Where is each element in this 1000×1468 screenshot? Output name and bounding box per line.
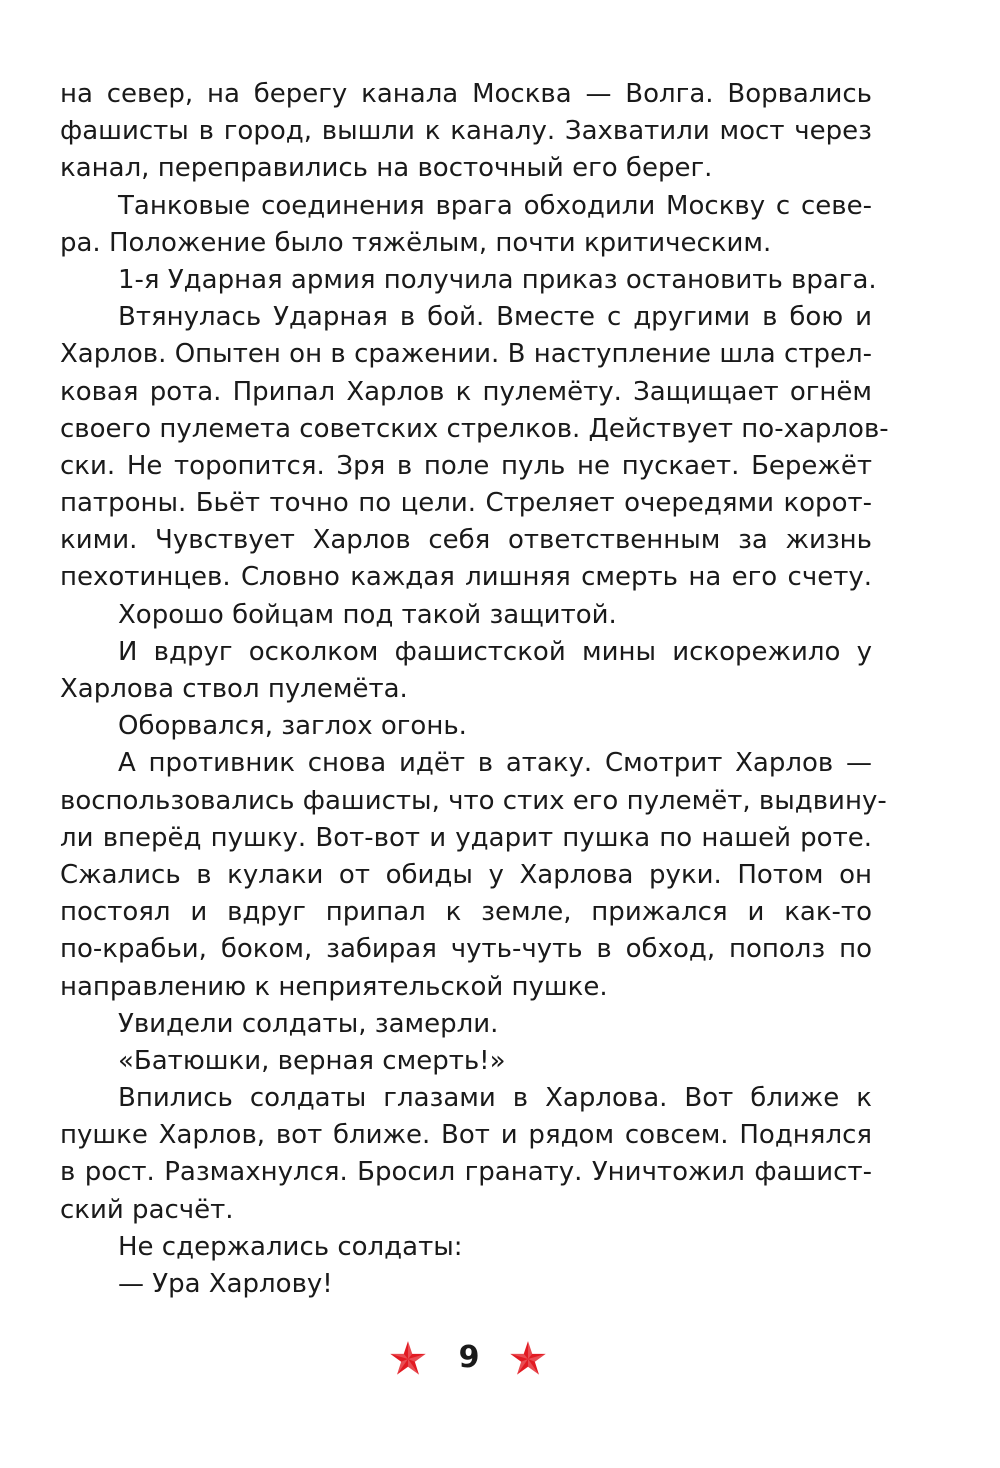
text-line: Хорошо бойцам под такой защитой. [118, 599, 617, 630]
text-line: направлению к неприятельской пушке. [60, 971, 608, 1002]
text-line: постоял и вдруг припал к земле, прижался и как-то [60, 897, 872, 928]
text-line: ски. Не торопится. Зря в поле пуль не пускает. Бережёт [60, 450, 872, 481]
text-line: ли вперёд пушку. Вот-вот и ударит пушка по нашей роте. [60, 822, 872, 853]
text-line: фашисты в город, вышли к каналу. Захватили мост через [60, 116, 872, 147]
text-line: «Батюшки, верная смерть!» [118, 1045, 506, 1076]
text-line: Оборвался, заглох огонь. [118, 711, 467, 742]
text-line: ра. Положение было тяжёлым, почти критическим. [60, 227, 772, 258]
text-line: А противник снова идёт в атаку. Смотрит Харлов — [118, 748, 872, 779]
text-line: кими. Чувствует Харлов себя ответственным за жизнь [60, 525, 872, 556]
text-line: пехотинцев. Словно каждая лишняя смерть на его счету. [60, 562, 872, 593]
text-line: Увидели солдаты, замерли. [118, 1008, 499, 1039]
text-line: канал, переправились на восточный его берег. [60, 153, 713, 184]
text-line: на север, на берегу канала Москва — Волга. Ворвались [60, 79, 872, 109]
text-line: своего пулемета советских стрелков. Действует по-харлов- [60, 413, 889, 444]
page-footer [0, 1320, 1000, 1390]
text-line: пушке Харлов, вот ближе. Вот и рядом совсем. Поднялся [60, 1120, 872, 1151]
body-text [60, 76, 889, 1303]
text-line: — Ура Харлову! [118, 1269, 333, 1299]
text-line: 1-я Ударная армия получила приказ остановить врага. [118, 264, 877, 295]
text-line: по-крабьи, боком, забирая чуть-чуть в обход, пополз по [60, 934, 872, 965]
page-number: 9 [458, 1340, 480, 1375]
text-line: Не сдержались солдаты: [118, 1231, 463, 1262]
text-line: Впились солдаты глазами в Харлова. Вот ближе к [118, 1083, 872, 1114]
red-star-icon [509, 1340, 547, 1378]
text-line: Танковые соединения врага обходили Москву с севе- [118, 190, 872, 221]
text-line: И вдруг осколком фашистской мины искорежило у [118, 636, 872, 667]
text-line: Харлова ствол пулемёта. [60, 674, 408, 704]
text-line: ковая рота. Припал Харлов к пулемёту. Защищает огнём [60, 376, 872, 407]
text-line: в рост. Размахнулся. Бросил гранату. Уничтожил фашист- [60, 1157, 872, 1188]
text-line: ский расчёт. [60, 1194, 234, 1225]
text-line: Втянулась Ударная в бой. Вместе с другими в бою и [118, 302, 872, 333]
text-line: воспользовались фашисты, что стих его пулемёт, выдвину- [60, 785, 887, 816]
text-line: патроны. Бьёт точно по цели. Стреляет очередями корот- [60, 488, 872, 519]
text-line: Сжались в кулаки от обиды у Харлова руки. Потом он [60, 859, 872, 890]
text-line: Харлов. Опытен он в сражении. В наступление шла стрел- [60, 339, 872, 370]
red-star-icon [389, 1340, 427, 1378]
